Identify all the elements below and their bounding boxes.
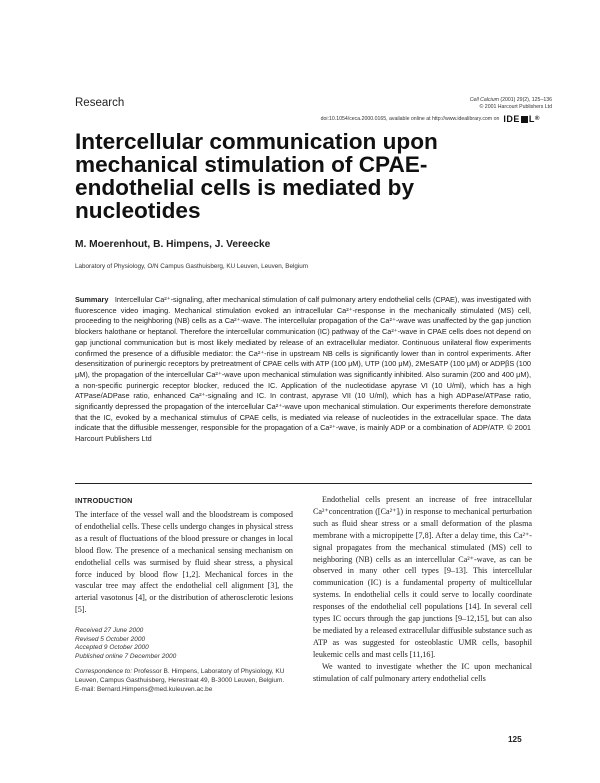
authors: M. Moerenhout, B. Himpens, J. Vereecke	[75, 239, 271, 250]
correspondence-address: Professor B. Himpens, Laboratory of Physiology, KU Leuven, Campus Gasthuisberg, Herestraat 49, B-3000 Leuven, Belgium.	[75, 668, 285, 684]
date-revised: Revised 5 October 2000	[75, 635, 146, 643]
page-number: 125	[508, 735, 522, 744]
date-published: Published online 7 December 2000	[75, 652, 177, 660]
introduction-column-1: The interface of the vessel wall and the bloodstream is composed of endothelial cells. These cells undergo changes in physical stress as a result of fluctuations of the blood pressure or changes in local blood flow. The presence of a mechanical sensing mechanism on endothelial cells was surmised by fluid shear stress, a physical force induced by blood flow [1,2]. Mechanical forces in the vascular tree may affect the endothelial cell alignment [3], the arterial vasotonus [4], or the distribution of atherosclerotic lesions [5].	[75, 510, 293, 615]
ideal-logo: IDE L ®	[503, 114, 540, 124]
article-dates	[75, 627, 176, 661]
ideal-logo-text: IDE	[503, 114, 520, 124]
article-title: Intercellular communication upon mechanical stimulation of CPAE-endothelial cells is mediated by nucleotides	[75, 129, 438, 223]
correspondence-label: Correspondence to:	[75, 668, 133, 675]
correspondence-email[interactable]: E-mail: Bernard.Himpens@med.kuleuven.ac.be	[75, 685, 213, 693]
journal-name: Cell Calcium	[469, 97, 499, 103]
section-divider	[75, 483, 532, 484]
summary	[75, 295, 531, 445]
summary-label: Summary	[75, 295, 109, 304]
date-accepted: Accepted 9 October 2000	[75, 644, 149, 652]
intro-paragraph-2: We wanted to investigate whether the IC upon mechanical stimulation of calf pulmonary artery endothelial cells	[313, 661, 532, 683]
summary-text: Intercellular Ca²⁺-signaling, after mechanical stimulation of calf pulmonary artery endothelial cells (CPAE), was investigated with fluorescence video imaging. Mechanical stimulation evoked an intracellular Ca²⁺-response in the mechanically stimulated (MS) cell, proceeding to the neighboring (NB) cells as a Ca²⁺-wave. The intercellular propagation of the Ca²⁺-wave was unaffected by the gap junction blockers halothane or heptanol. Therefore the intercellular communication (IC) pathway of the Ca²⁺-wave in CPAE cells does not depend on gap junctional communication but is most likely mediated by release of an extracellular mediator. Continuous unilateral flow experiments confirmed the presence of a diffusible mediator: the Ca²⁺-rise in upstream NB cells is significantly lower than in control experiments. After desensitization of purinergic receptors by pretreatment of CPAE cells with ATP (100 μM), UTP (100 μM), 2MeSATP (100 μM) or ADPβS (100 μM), the propagation of the intercellular Ca²⁺-wave upon mechanical stimulation was significantly inhibited. Also suramin (200 and 400 μM), a non-specific purinergic receptor blocker, reduced the IC. Application of the nucleotidase apyrase VI (10 U/ml), which has a high ATPase/ADPase ratio, enhanced Ca²⁺-signaling and IC. In contrast, apyrase VII (10 U/ml), which has a high ADPase/ATPase ratio, significantly depressed the propagation of the intercellular Ca²⁺-wave upon mechanical stimulation. Our experiments therefore demonstrate that the IC, evoked by a mechanical stimulus of CPAE cells, is mediated via release of nucleotides in the extracellular space. The data indicate that the diffusible messenger, responsible for the propagation of a Ca²⁺-wave, is mainly ADP or a combination of ADP/ATP. © 2001 Harcourt Publishers Ltd	[75, 295, 531, 444]
journal-volume-pages: (2001) 29(2), 125–136	[498, 97, 552, 103]
section-label: Research	[75, 97, 125, 109]
intro-paragraph-1: Endothelial cells present an increase of free intracellular Ca²⁺concentration ([Ca²⁺]ᵢ) in response to mechanical perturbation such as fluid shear stress or a small deformation of the plasma membrane with a micropipette [7,8]. After a delay time, this Ca²⁺-signal propagates from the mechanical stimulated (MS) cell to neighboring (NB) cells as an intercellular Ca²⁺-wave, as can be observed in many other cell types [9–13]. This intercellular communication (IC) is a fundamental property of multicellular systems. In endothelial cells it could serve to locally coordinate responses of the endothelial cell populations [14]. In several cell types IC occurs through the gap junctions [9–12,15], but can also be mediated by a released extracellular diffusible substance such as ATP as was suggested for osteoblastic UMR cells, basophil leukemic cells and mast cells [11,16].	[313, 495, 532, 659]
ideal-logo-square-icon	[521, 116, 528, 123]
doi-line	[321, 114, 540, 124]
introduction-column-2	[313, 494, 532, 685]
copyright-line: © 2001 Harcourt Publishers Ltd	[479, 104, 552, 111]
affiliation: Laboratory of Physiology, O/N Campus Gasthuisberg, KU Leuven, Leuven, Belgium	[75, 263, 308, 270]
introduction-heading: INTRODUCTION	[75, 496, 133, 505]
ideal-logo-suffix: L	[528, 114, 535, 124]
doi-text[interactable]: doi:10.1054/ceca.2000.0165, available online at http://www.idealibrary.com on	[320, 116, 500, 122]
correspondence	[75, 668, 300, 694]
date-received: Received 27 June 2000	[75, 627, 144, 634]
journal-reference	[470, 97, 552, 112]
